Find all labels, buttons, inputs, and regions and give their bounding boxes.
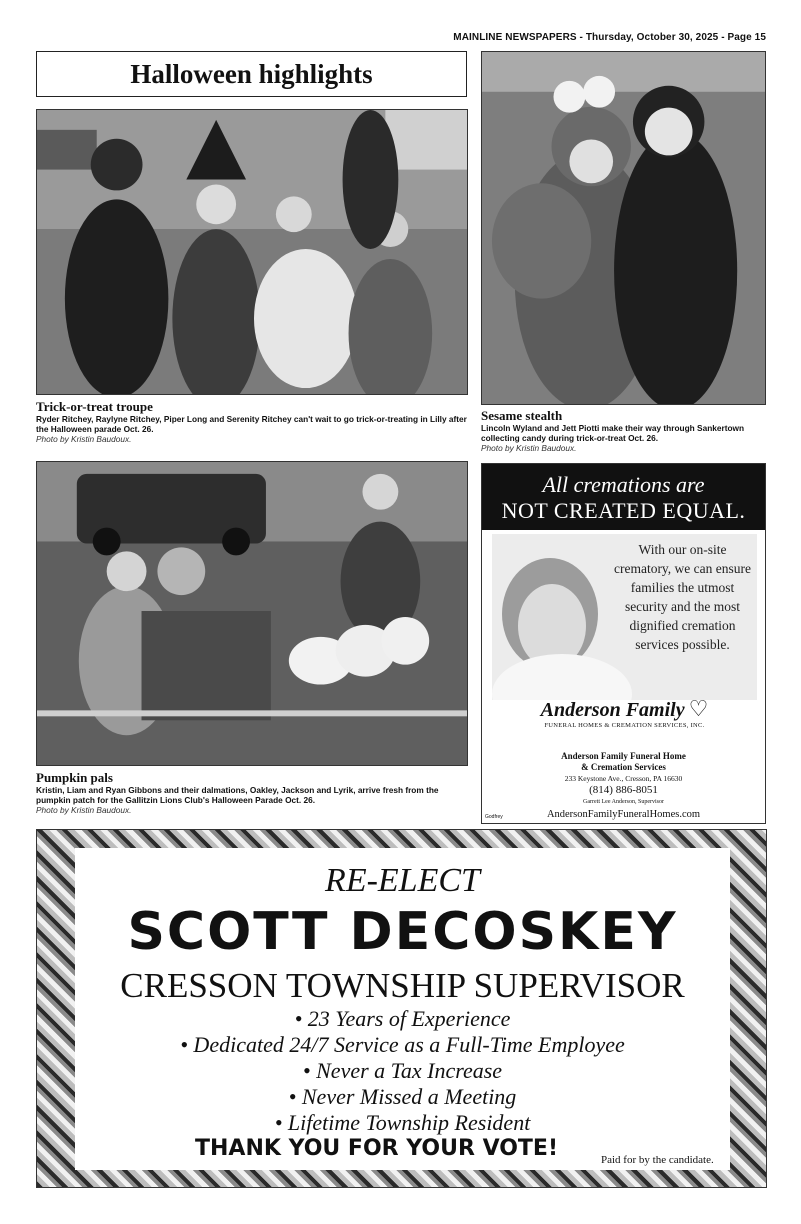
- qualification-item: • 23 Years of Experience: [294, 1006, 511, 1031]
- anderson-logo: [502, 696, 747, 729]
- photo-trick-or-treat: [36, 109, 468, 395]
- body-line: crematory, we can ensure: [613, 561, 752, 576]
- paid-for-notice: Paid for by the candidate.: [601, 1154, 714, 1166]
- body-line: services possible.: [635, 637, 730, 652]
- ad-agency-tag: Godfrey: [485, 814, 503, 820]
- vote-ad-panel: [75, 848, 730, 1170]
- thank-you-message: THANK YOU FOR YOUR VOTE!: [195, 1136, 558, 1161]
- section-title: Halloween highlights: [36, 51, 467, 97]
- caption-title-2: Sesame stealth: [481, 408, 563, 423]
- body-line: families the utmost: [630, 580, 735, 595]
- photo-credit-2: Photo by Kristin Baudoux.: [481, 443, 577, 453]
- cremation-headline-2: NOT CREATED EQUAL.: [501, 498, 746, 523]
- caption-text-1: Ryder Ritchey, Raylyne Ritchey, Piper Long and Serenity Ritchey can't wait to go trick-or-treating in Lilly after the Halloween parade Oct. 26.: [36, 414, 467, 434]
- body-line: security and the most: [624, 599, 741, 614]
- cremation-ad: [481, 463, 766, 824]
- contact-phone: (814) 886-8051: [589, 784, 658, 796]
- qualification-list: [75, 1006, 730, 1136]
- photo-credit-3: Photo by Kristin Baudoux.: [36, 805, 132, 815]
- cremation-contact: [482, 751, 765, 823]
- heart-icon: ♡: [688, 696, 709, 721]
- reelect-heading: RE-ELECT: [325, 862, 480, 899]
- caption-title-3: Pumpkin pals: [36, 770, 113, 785]
- cremation-ad-header: [482, 464, 765, 530]
- page-header: MAINLINE NEWSPAPERS - Thursday, October 30, 2025 - Page 15: [453, 32, 766, 43]
- contact-name-1: Anderson Family Funeral Home: [561, 751, 686, 761]
- contact-website[interactable]: AndersonFamilyFuneralHomes.com: [546, 809, 701, 820]
- contact-address: 233 Keystone Ave., Cresson, PA 16630: [564, 774, 683, 783]
- caption-text-2: Lincoln Wyland and Jett Piotti make their way through Sankertown collecting candy during trick-or-treat Oct. 26.: [481, 423, 745, 443]
- qualification-item: • Lifetime Township Resident: [274, 1110, 531, 1135]
- qualification-item: • Never Missed a Meeting: [288, 1084, 517, 1109]
- vote-ad: [36, 829, 767, 1188]
- contact-name-2: & Cremation Services: [581, 762, 666, 772]
- cremation-headline-1: All cremations are: [542, 472, 705, 497]
- qualification-item: • Dedicated 24/7 Service as a Full-Time Employee: [180, 1032, 625, 1057]
- body-line: dignified cremation: [629, 618, 736, 633]
- candidate-name: SCOTT DECOSKEY: [127, 902, 678, 962]
- brand-subtitle: FUNERAL HOMES & CREMATION SERVICES, INC.: [544, 722, 705, 729]
- caption-text-3: Kristin, Liam and Ryan Gibbons and their dalmations, Oakley, Jackson and Lyrik, arrive fresh from the pumpkin patch for the Gallitzin Lions Club's Halloween Parade Oct. 26.: [36, 785, 439, 805]
- photo-sesame-stealth: [481, 51, 766, 405]
- photo-pumpkin-pals: [36, 461, 468, 766]
- photo-credit-1: Photo by Kristin Baudoux.: [36, 434, 132, 444]
- contact-supervisor: Garrett Lee Anderson, Supervisor: [583, 799, 664, 805]
- brand-name: Anderson Family: [540, 699, 685, 721]
- body-line: With our on-site: [638, 542, 727, 557]
- qualification-item: • Never a Tax Increase: [302, 1058, 503, 1083]
- caption-title-1: Trick-or-treat troupe: [36, 399, 153, 414]
- cremation-ad-body: [600, 540, 765, 654]
- candidate-office: CRESSON TOWNSHIP SUPERVISOR: [120, 966, 685, 1005]
